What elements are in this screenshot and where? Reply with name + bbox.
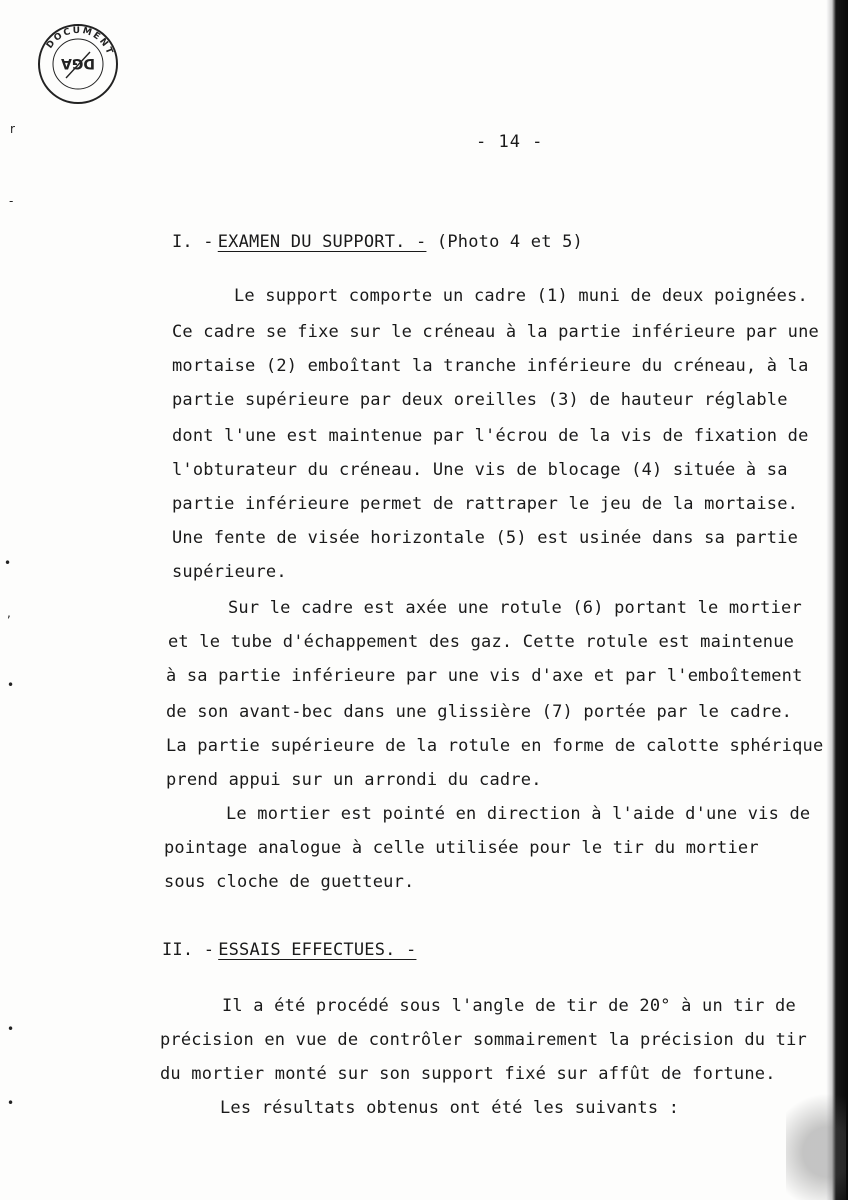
svg-text:DGA: DGA xyxy=(61,55,95,71)
paragraph-line: de son avant-bec dans une glissière (7) portée par le cadre. xyxy=(166,702,793,722)
paragraph-line: partie supérieure par deux oreilles (3) de hauteur réglable xyxy=(172,390,788,410)
paragraph-line: précision en vue de contrôler sommairement la précision du tir xyxy=(160,1030,807,1050)
paragraph-line: Sur le cadre est axée une rotule (6) portant le mortier xyxy=(228,598,802,618)
paragraph-line: dont l'une est maintenue par l'écrou de la vis de fixation de xyxy=(172,426,809,446)
paragraph-line: sous cloche de guetteur. xyxy=(164,872,415,892)
section-title: EXAMEN DU SUPPORT. - xyxy=(217,232,427,252)
margin-mark: - xyxy=(9,194,14,208)
scan-edge-shadow xyxy=(826,0,848,1200)
paragraph-line: prend appui sur un arrondi du cadre. xyxy=(166,770,542,790)
section-number: I. - xyxy=(172,232,214,252)
section-title: ESSAIS EFFECTUES. - xyxy=(218,940,417,960)
margin-mark: • xyxy=(7,1022,15,1036)
paragraph-line: Il a été procédé sous l'angle de tir de 20° à un tir de xyxy=(222,996,796,1016)
paragraph-line: Le mortier est pointé en direction à l'aide d'une vis de xyxy=(226,804,811,824)
section-number: II. - xyxy=(162,940,215,960)
paragraph-line: du mortier monté sur son support fixé sur affût de fortune. xyxy=(160,1064,776,1084)
page-number: - 14 - xyxy=(476,132,544,152)
svg-text:DOCUMENT: DOCUMENT xyxy=(44,25,115,58)
paragraph-line: partie inférieure permet de rattraper le jeu de la mortaise. xyxy=(172,494,799,514)
paragraph-line: supérieure. xyxy=(172,562,287,582)
paragraph-line: l'obturateur du créneau. Une vis de blocage (4) située à sa xyxy=(172,460,788,480)
paragraph-line: et le tube d'échappement des gaz. Cette rotule est maintenue xyxy=(168,632,795,652)
margin-mark: • xyxy=(7,1096,15,1110)
paragraph-line: Le support comporte un cadre (1) muni de deux poignées. xyxy=(234,286,808,306)
paragraph-line: Les résultats obtenus ont été les suivants : xyxy=(220,1098,680,1118)
paragraph-line: pointage analogue à celle utilisée pour le tir du mortier xyxy=(164,838,759,858)
paragraph-line: mortaise (2) emboîtant la tranche inférieure du créneau, à la xyxy=(172,356,809,376)
section-heading-2 xyxy=(162,940,416,960)
paragraph-line: Une fente de visée horizontale (5) est usinée dans sa partie xyxy=(172,528,799,548)
paragraph-line: La partie supérieure de la rotule en forme de calotte sphérique xyxy=(166,736,824,756)
document-stamp-icon xyxy=(36,22,120,106)
margin-mark: r xyxy=(10,122,15,136)
paragraph-line: à sa partie inférieure par une vis d'axe et par l'emboîtement xyxy=(166,666,803,686)
section-photo-reference: (Photo 4 et 5) xyxy=(436,232,583,252)
margin-mark: • xyxy=(7,678,15,692)
section-heading-1 xyxy=(172,232,583,252)
paragraph-line: Ce cadre se fixe sur le créneau à la partie inférieure par une xyxy=(172,322,819,342)
margin-mark: • xyxy=(4,556,12,570)
margin-mark: , xyxy=(7,606,11,620)
